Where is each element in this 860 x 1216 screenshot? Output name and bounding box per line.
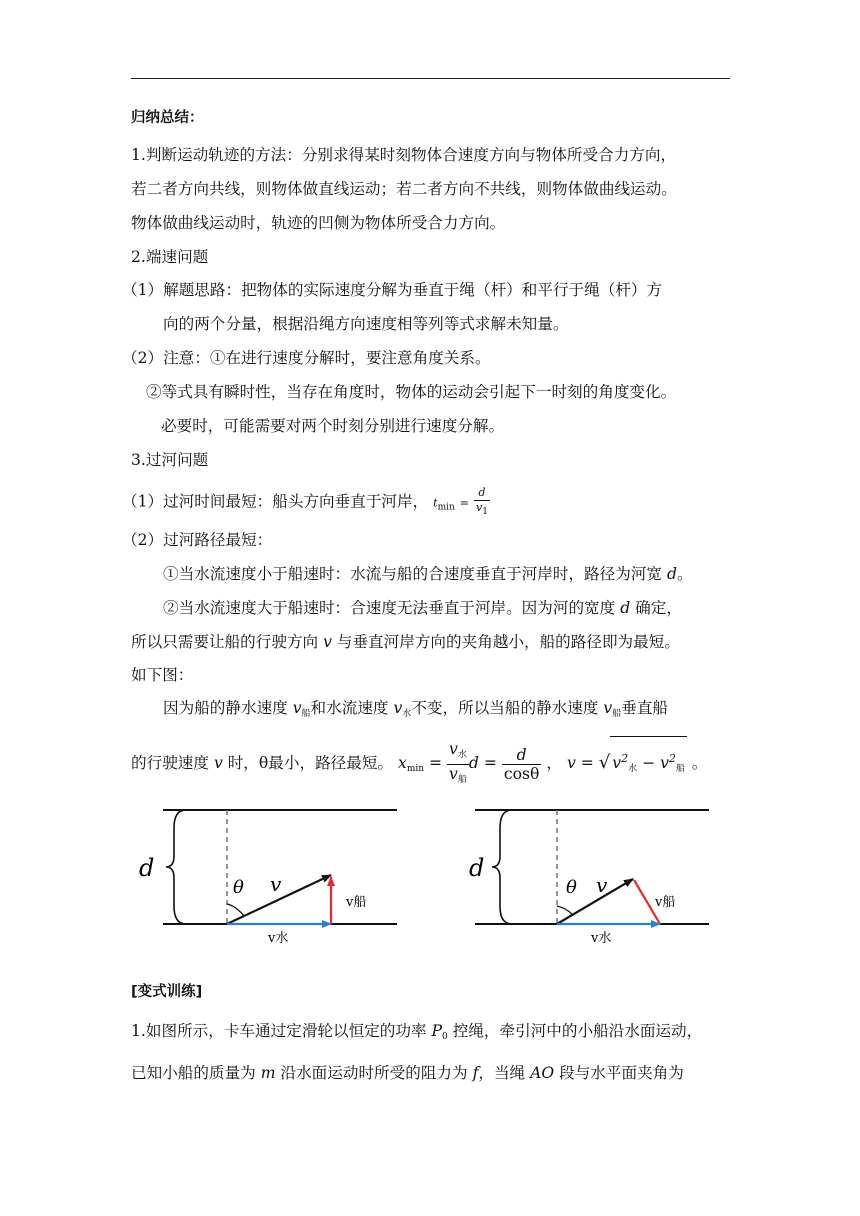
section2-item2-line1: （2）注意：①在进行速度分解时，要注意角度关系。: [122, 349, 491, 367]
figure-left: [139, 810, 397, 946]
item2c-l1-text-a: 因为船的静水速度: [163, 699, 293, 717]
left-label-d: d: [139, 854, 155, 882]
item2b-l2-v: v: [323, 633, 332, 651]
formula-comma: ，: [546, 754, 562, 773]
section3-item2-c-line2: [131, 736, 707, 791]
section2-item1-line1: （1）解题思路：把物体的实际速度分解为垂直于绳（杆）和平行于绳（杆）方: [122, 281, 663, 299]
section2-item2-line2: ②等式具有瞬时性，当存在角度时，物体的运动会引起下一时刻的角度变化。: [146, 383, 677, 401]
sqrt-sq2: 2: [668, 752, 676, 765]
ratio-numerator: [447, 740, 469, 765]
item2c-l1-text-c: 不变，所以当船的静水速度: [411, 699, 604, 717]
sqrt-minus: −: [637, 754, 661, 773]
ratio-den-sub: 船: [457, 774, 467, 785]
section3-item2-c-line1: [163, 698, 668, 724]
cos-denominator: cosθ: [503, 764, 540, 783]
figure-right: [469, 810, 709, 946]
q1-l2-text-b: 沿水面运动时所受的阻力为: [275, 1064, 473, 1082]
item2c-l2-text-a: 的行驶速度: [131, 754, 214, 773]
section3-item2-b-line2: [131, 632, 680, 652]
left-label-v: v: [270, 872, 282, 896]
summary-heading: 归纳总结：: [131, 110, 204, 126]
q1-mass-symbol: m: [260, 1064, 276, 1082]
sqrt-sub1: 水: [628, 764, 638, 775]
xmin-subscript: min: [406, 764, 425, 775]
section3-title: 3.过河问题: [131, 451, 209, 469]
q1-power-subscript: 0: [442, 1032, 448, 1042]
section3-item1: [122, 486, 490, 519]
section3-item2-title: （2）过河路径最短：: [122, 531, 273, 549]
para1-line3: 物体做曲线运动时，轨迹的凹侧为物体所受合力方向。: [131, 214, 506, 232]
right-width-brace: [492, 810, 512, 924]
header-rule: [131, 78, 730, 79]
item2c-v-chuan-2: v: [603, 699, 613, 717]
ratio-num-v: v: [449, 739, 458, 758]
q1-l2-text-a: 已知小船的质量为: [131, 1064, 261, 1082]
right-label-vshui: v水: [591, 931, 612, 946]
item2b-l1-suffix: 确定，: [630, 599, 682, 617]
left-label-theta: θ: [233, 877, 244, 898]
sqrt-radicand: [610, 736, 687, 791]
section2-item2-line3: 必要时，可能需要对两个时刻分别进行速度分解。: [161, 417, 505, 435]
item2c-v-shui: v: [393, 699, 403, 717]
ratio-denominator: [447, 765, 469, 789]
tmin-denominator: [474, 501, 490, 519]
section2-item1-line2: 向的两个分量，根据沿绳方向速度相等列等式求解未知量。: [163, 315, 569, 333]
tmin-numerator: d: [474, 486, 490, 501]
q1-friction-symbol: f: [472, 1064, 479, 1082]
left-label-vchuan: v船: [346, 895, 367, 910]
item2c-l2-text-b: 时，θ最小，路径最短。: [222, 754, 394, 773]
para1-line2: 若二者方向共线，则物体做直线运动；若二者方向不共线，则物体做曲线运动。: [131, 180, 677, 198]
section3-item2-b-line3: 如下图：: [131, 666, 194, 684]
xmin-equals: =: [429, 754, 443, 773]
right-label-theta: θ: [566, 877, 577, 898]
tmin-denominator-v: v: [475, 501, 483, 514]
item2b-l2-suffix: 与垂直河岸方向的夹角越小，船的路径即为最短。: [331, 633, 680, 651]
item2c-l1-text-d: 垂直船: [621, 699, 669, 717]
q1-l2-text-c: ，当绳: [478, 1064, 531, 1082]
ratio-d: d: [468, 754, 479, 773]
right-label-d: d: [469, 854, 485, 882]
section2-title: 2.端速问题: [131, 248, 209, 266]
item2a-d: d: [666, 565, 677, 583]
cos-fraction: [502, 746, 542, 783]
section3-item1-text: （1）过河时间最短：船头方向垂直于河岸，: [122, 492, 429, 511]
left-width-brace: [166, 810, 186, 924]
tmin-fraction: [474, 486, 490, 519]
item2c-sub-chuan-2: 船: [612, 709, 622, 719]
left-label-vshui: v水: [268, 931, 289, 946]
right-label-vchuan: v船: [655, 895, 676, 910]
ratio-den-v: v: [449, 764, 458, 783]
section3-item2-b-line1: [163, 598, 682, 618]
tmin-subscript: min: [437, 502, 455, 513]
v-equals: =: [580, 754, 594, 773]
para1-line1: 1.判断运动轨迹的方法：分别求得某时刻物体合速度方向与物体所受合力方向，: [131, 146, 677, 164]
cos-numerator: d: [502, 746, 542, 765]
item2b-l2-text: 所以只需要让船的行驶方向: [131, 633, 324, 651]
item2c-l2-v: v: [213, 754, 223, 773]
tmin-symbol: t: [433, 496, 438, 510]
q1-rope-ao: AO: [530, 1064, 555, 1082]
left-theta-arc: [227, 904, 244, 916]
sqrt-sub2: 船: [675, 764, 685, 775]
section3-item2-a: [163, 564, 693, 584]
v-lhs: v: [566, 754, 576, 773]
practice-heading: [变式训练]: [131, 984, 203, 1000]
item2a-text: ①当水流速度小于船速时：水流与船的合速度垂直于河岸时，路径为河宽: [163, 565, 667, 583]
right-theta-arc: [557, 906, 573, 915]
ratio-num-sub: 水: [457, 749, 467, 760]
question1-line1: [131, 1021, 702, 1047]
question1-line2: [131, 1063, 684, 1083]
item2b-l1-d: d: [620, 599, 631, 617]
ratio-fraction: [447, 740, 469, 789]
q1-l1-text-a: 1.如图所示，卡车通过定滑轮以恒定的功率: [131, 1022, 432, 1040]
xmin-symbol: x: [398, 754, 407, 773]
item2c-v-chuan: v: [292, 699, 302, 717]
item2a-suffix: 。: [676, 565, 693, 583]
sqrt-v2: v: [660, 754, 669, 773]
cos-equals: =: [483, 754, 497, 773]
tmin-equals: =: [459, 496, 469, 510]
item2c-sub-chuan: 船: [301, 709, 311, 719]
q1-power-symbol: P: [431, 1022, 443, 1040]
q1-l1-text-b: 控绳，牵引河中的小船沿水面运动，: [447, 1022, 703, 1040]
tmin-denominator-subscript: 1: [482, 507, 488, 517]
right-label-v: v: [596, 873, 608, 897]
sqrt-sq1: 2: [621, 752, 629, 765]
item2c-sub-shui: 水: [402, 709, 412, 719]
item2c-l1-text-b: 和水流速度: [310, 699, 394, 717]
sqrt-v1: v: [612, 754, 622, 773]
item2b-l1-text: ②当水流速度大于船速时：合速度无法垂直于河岸。因为河的宽度: [163, 599, 621, 617]
formula-period: 。: [691, 754, 708, 773]
river-crossing-figures: [0, 798, 860, 948]
sqrt-sign: √: [598, 752, 611, 774]
q1-l2-text-d: 段与水平面夹角为: [554, 1064, 684, 1082]
